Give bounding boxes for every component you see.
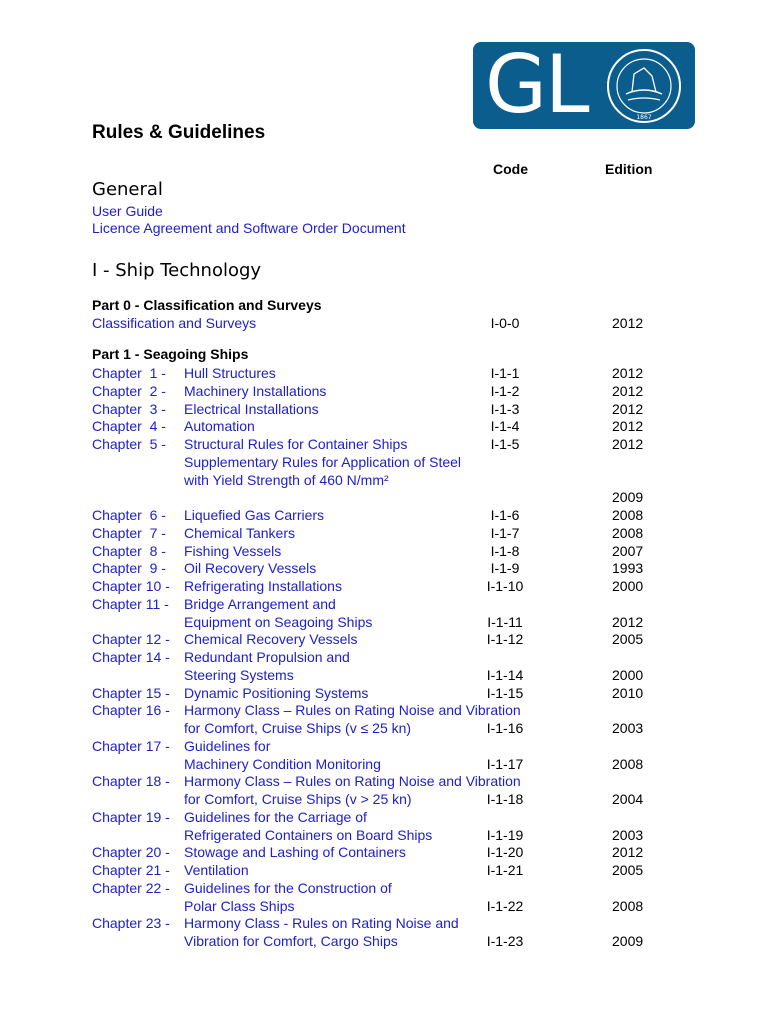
- chapter-number[interactable]: Chapter 15 -: [92, 684, 170, 701]
- table-row[interactable]: [0, 684, 768, 702]
- table-row[interactable]: [0, 932, 768, 950]
- chapter-title[interactable]: for Comfort, Cruise Ships (v > 25 kn): [184, 791, 412, 807]
- chapter-code: I-1-15: [486, 684, 524, 701]
- chapter-edition: 2012: [612, 613, 644, 630]
- chapter-title[interactable]: Structural Rules for Container Ships: [184, 436, 408, 452]
- chapter-title[interactable]: Chemical Tankers: [184, 524, 296, 541]
- chapter-title[interactable]: Vibration for Comfort, Cargo Ships: [184, 933, 398, 949]
- chapter-title[interactable]: Chemical Recovery Vessels: [184, 631, 358, 648]
- chapter-title[interactable]: Machinery Condition Monitoring: [184, 755, 381, 772]
- chapter-code: I-1-2: [490, 382, 520, 399]
- chapter-title[interactable]: Oil Recovery Vessels: [184, 560, 317, 577]
- chapter-edition: 2008: [612, 507, 644, 523]
- chapter-title[interactable]: Equipment on Seagoing Ships: [184, 613, 373, 630]
- chapter-title[interactable]: Hull Structures: [184, 365, 276, 381]
- chapter-code: I-1-21: [486, 862, 524, 878]
- chapter-edition: 2010: [612, 684, 644, 701]
- table-row[interactable]: [0, 613, 768, 631]
- table-row[interactable]: [0, 826, 768, 844]
- chapter-code: I-1-6: [490, 507, 520, 523]
- part0-edition: 2012: [612, 315, 644, 331]
- chapter-number[interactable]: Chapter 3 -: [92, 400, 166, 417]
- table-row[interactable]: [0, 648, 768, 666]
- table-row[interactable]: [0, 382, 768, 400]
- chapter-title[interactable]: Guidelines for: [184, 737, 271, 754]
- chapter-title[interactable]: for Comfort, Cruise Ships (v ≤ 25 kn): [184, 720, 412, 736]
- chapter-edition: 2007: [612, 542, 644, 559]
- chapter-title[interactable]: Refrigerated Containers on Board Ships: [184, 826, 433, 843]
- table-row[interactable]: [0, 808, 768, 826]
- table-row[interactable]: [0, 790, 768, 808]
- chapter-title[interactable]: Stowage and Lashing of Containers: [184, 844, 406, 861]
- table-row[interactable]: [0, 630, 768, 648]
- edition-column-header: Edition: [605, 161, 653, 177]
- chapter-number[interactable]: Chapter 14 -: [92, 649, 170, 665]
- chapter-title[interactable]: Bridge Arrangement and: [184, 595, 336, 612]
- chapter-title[interactable]: Guidelines for the Construction of: [184, 879, 392, 896]
- chapter-code: I-1-22: [486, 897, 524, 914]
- chapter-code: I-1-4: [490, 418, 520, 435]
- chapter-edition: 2012: [612, 382, 644, 399]
- table-row[interactable]: [0, 435, 768, 453]
- chapter-edition: 1993: [612, 560, 644, 577]
- chapter-title[interactable]: Polar Class Ships: [184, 897, 295, 914]
- chapter-title[interactable]: Harmony Class – Rules on Rating Noise and Vibration: [184, 702, 521, 719]
- part0-title[interactable]: Classification and Surveys: [92, 315, 257, 331]
- chapter-number[interactable]: Chapter 10 -: [92, 578, 170, 594]
- table-row[interactable]: [0, 861, 768, 879]
- chapter-number[interactable]: Chapter 11 -: [92, 595, 169, 612]
- logo-letters: GL: [485, 38, 588, 131]
- chapter-number[interactable]: Chapter 6 -: [92, 507, 166, 523]
- chapter-title[interactable]: Dynamic Positioning Systems: [184, 684, 369, 701]
- chapter-code: I-1-10: [486, 578, 524, 594]
- chapter-title[interactable]: Harmony Class - Rules on Rating Noise and: [184, 915, 459, 932]
- table-row[interactable]: [0, 737, 768, 755]
- chapter-code: I-1-1: [490, 365, 520, 381]
- chapter-edition: 2012: [612, 418, 644, 435]
- seal-year: 1867: [636, 114, 652, 121]
- chapter-code: I-1-12: [486, 631, 524, 648]
- table-row[interactable]: [0, 577, 768, 595]
- chapter-number[interactable]: Chapter 19 -: [92, 808, 170, 825]
- chapter-edition: 2005: [612, 631, 644, 648]
- chapter-edition: 2012: [612, 844, 644, 861]
- chapter-number[interactable]: Chapter 21 -: [92, 862, 170, 878]
- chapter-edition: 2000: [612, 578, 644, 594]
- table-row[interactable]: [0, 755, 768, 773]
- chapter-code: I-1-3: [490, 400, 520, 417]
- chapter-edition: 2003: [612, 720, 644, 736]
- chapter-edition: 2008: [612, 755, 644, 772]
- table-row[interactable]: [0, 364, 768, 382]
- table-row[interactable]: [0, 471, 768, 489]
- user-guide-link[interactable]: User Guide: [92, 203, 163, 219]
- chapter-code: I-1-8: [490, 542, 520, 559]
- chapter-edition: 2008: [612, 897, 644, 914]
- chapter-number[interactable]: Chapter 4 -: [92, 418, 166, 435]
- table-row[interactable]: [0, 453, 768, 471]
- table-row[interactable]: [0, 595, 768, 613]
- table-row[interactable]: [0, 897, 768, 915]
- part0-row[interactable]: [0, 314, 768, 332]
- chapter-edition: 2005: [612, 862, 644, 878]
- chapter-title[interactable]: Ventilation: [184, 862, 249, 878]
- chapter-number[interactable]: Chapter 18 -: [92, 773, 170, 790]
- chapter-number[interactable]: Chapter 12 -: [92, 631, 170, 648]
- chapter-title[interactable]: Steering Systems: [184, 666, 294, 683]
- chapter-edition: 2004: [612, 791, 644, 807]
- licence-agreement-link[interactable]: Licence Agreement and Software Order Document: [92, 220, 406, 236]
- chapter-edition: 2008: [612, 524, 644, 541]
- table-row[interactable]: [0, 772, 768, 790]
- chapter-title[interactable]: Harmony Class – Rules on Rating Noise and Vibration: [184, 773, 521, 790]
- chapter-code: I-1-23: [486, 933, 524, 949]
- chapter-title[interactable]: Guidelines for the Carriage of: [184, 808, 367, 825]
- chapter-title[interactable]: Machinery Installations: [184, 382, 327, 399]
- chapter-edition: 2012: [612, 400, 644, 417]
- chapter-edition: 2012: [612, 365, 644, 381]
- chapter-code: I-1-5: [490, 436, 520, 452]
- chapter-edition: 2000: [612, 666, 644, 683]
- chapter-number[interactable]: Chapter 9 -: [92, 560, 166, 577]
- chapter-code: I-1-20: [486, 844, 524, 861]
- chapter-number[interactable]: Chapter 5 -: [92, 436, 166, 452]
- chapter-title[interactable]: Fishing Vessels: [184, 542, 282, 559]
- chapter-title[interactable]: Refrigerating Installations: [184, 578, 342, 594]
- part1-heading: Part 1 - Seagoing Ships: [92, 346, 249, 362]
- table-row[interactable]: [0, 879, 768, 897]
- chapter-title[interactable]: Supplementary Rules for Application of Steel: [184, 453, 462, 470]
- chapter-code: I-1-17: [486, 755, 524, 772]
- chapter-edition: 2009: [612, 489, 644, 506]
- chapter-number[interactable]: Chapter 8 -: [92, 542, 166, 559]
- chapter-number[interactable]: Chapter 17 -: [92, 737, 170, 754]
- chapter-number[interactable]: Chapter 2 -: [92, 382, 166, 399]
- chapter-number[interactable]: Chapter 16 -: [92, 702, 170, 719]
- chapter-number[interactable]: Chapter 22 -: [92, 879, 170, 896]
- table-row[interactable]: [0, 559, 768, 577]
- chapter-title[interactable]: Redundant Propulsion and: [184, 649, 350, 665]
- table-row[interactable]: [0, 719, 768, 737]
- table-row[interactable]: [0, 914, 768, 932]
- chapter-title[interactable]: Liquefied Gas Carriers: [184, 507, 325, 523]
- chapter-number[interactable]: Chapter 23 -: [92, 915, 170, 932]
- part0-heading: Part 0 - Classification and Surveys: [92, 297, 322, 313]
- chapter-number[interactable]: Chapter 20 -: [92, 844, 170, 861]
- chapter-code: I-1-18: [486, 791, 524, 807]
- part0-code: I-0-0: [490, 315, 520, 331]
- chapter-code: I-1-11: [487, 613, 523, 630]
- code-column-header: Code: [493, 161, 528, 177]
- chapter-number[interactable]: Chapter 1 -: [92, 365, 166, 381]
- chapter-title[interactable]: Electrical Installations: [184, 400, 319, 417]
- gl-logo: [473, 38, 695, 131]
- table-row[interactable]: [0, 542, 768, 560]
- page-title: Rules & Guidelines: [92, 122, 266, 143]
- chapter-code: I-1-16: [486, 720, 524, 736]
- general-heading: General: [92, 179, 163, 200]
- table-row[interactable]: [0, 701, 768, 719]
- ship-technology-heading: I - Ship Technology: [92, 260, 262, 281]
- table-row[interactable]: [0, 417, 768, 435]
- table-row: [0, 488, 768, 506]
- chapter-edition: 2003: [612, 826, 644, 843]
- chapter-title[interactable]: with Yield Strength of 460 N/mm²: [184, 471, 389, 488]
- chapter-number[interactable]: Chapter 7 -: [92, 524, 166, 541]
- chapter-edition: 2009: [612, 933, 644, 949]
- table-row[interactable]: [0, 843, 768, 861]
- table-row[interactable]: [0, 666, 768, 684]
- chapter-code: I-1-14: [486, 666, 524, 683]
- table-row[interactable]: [0, 524, 768, 542]
- chapter-code: I-1-19: [486, 826, 524, 843]
- chapter-title[interactable]: Automation: [184, 418, 255, 435]
- seal-icon: [604, 46, 684, 126]
- table-row[interactable]: [0, 400, 768, 418]
- table-row[interactable]: [0, 506, 768, 524]
- chapter-code: I-1-7: [490, 524, 520, 541]
- chapter-code: I-1-9: [490, 560, 520, 577]
- chapter-edition: 2012: [612, 436, 644, 452]
